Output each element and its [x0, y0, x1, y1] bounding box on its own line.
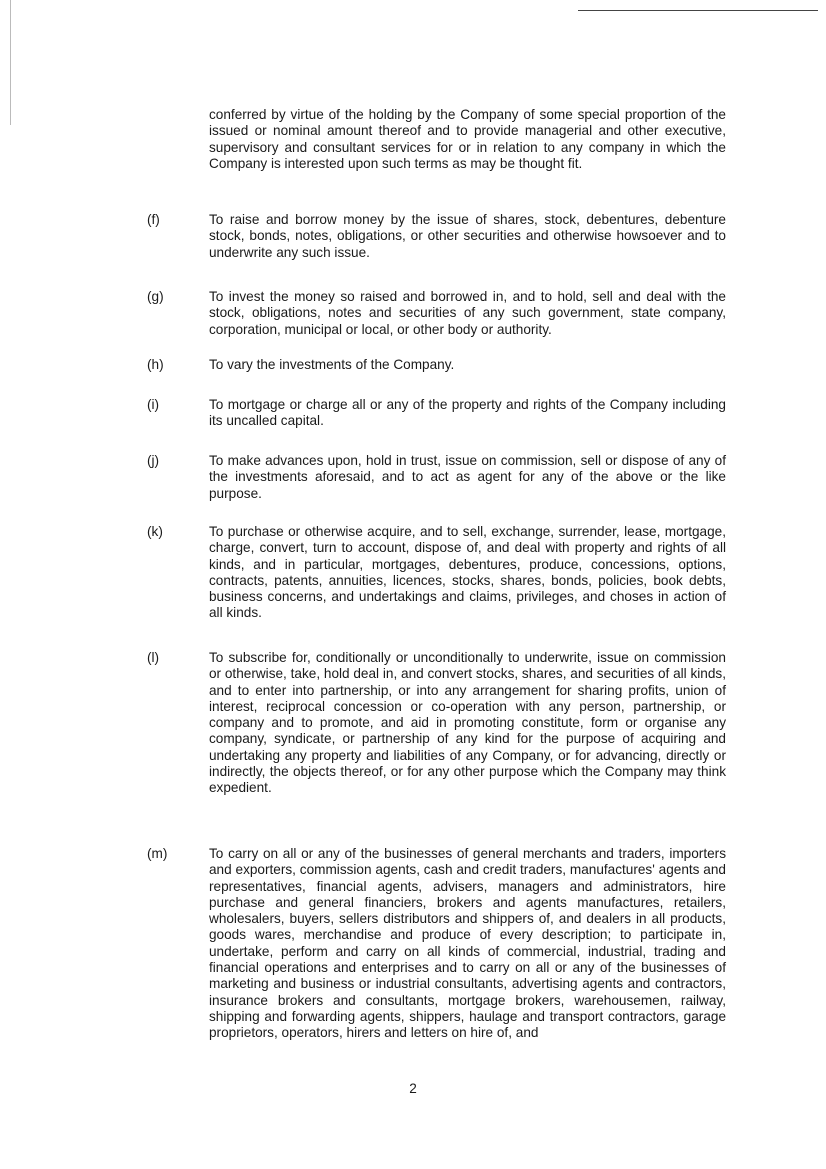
clause-text-j: To make advances upon, hold in trust, issue on commission, sell or dispose of any of the investments aforesaid, and to act as agent for any of the above or the like purpose. — [209, 453, 726, 501]
clause-label-i: (i) — [147, 397, 160, 412]
scan-edge-line-left — [10, 0, 11, 125]
clause-text-i: To mortgage or charge all or any of the property and rights of the Company including its uncalled capital. — [209, 397, 726, 429]
clause-text-l: To subscribe for, conditionally or unconditionally to underwrite, issue on commission or otherwise, take, hold deal in, and convert stocks, shares, and securities of all kinds, and to enter into partnership, or into any arrangement for sharing profits, union of interest, reciprocal concession or co-operation with any person, partnership, or company and to promote, and aid in promoting constitute, form or organise any company, syndicate, or partnership of any kind for the purpose of acquiring and undertaking any property and liabilities of any Company, or for advancing, directly or indirectly, the objects thereof, or for any other purpose which the Company may think expedient. — [209, 650, 726, 796]
clause-label-h: (h) — [147, 357, 164, 372]
scan-edge-line-top — [578, 10, 818, 11]
clause-label-f: (f) — [147, 212, 160, 227]
continuation-paragraph: conferred by virtue of the holding by the Company of some special proportion of the issued or nominal amount thereof and to provide managerial and other executive, supervisory and consultant services for or in relation to any company in which the Company is interested upon such terms as may be thought fit. — [209, 107, 726, 171]
clause-text-g: To invest the money so raised and borrowed in, and to hold, sell and deal with the stock, obligations, notes and securities of any such government, state company, corporation, municipal or local, or other body or authority. — [209, 289, 726, 337]
clause-text-k: To purchase or otherwise acquire, and to sell, exchange, surrender, lease, mortgage, charge, convert, turn to account, dispose of, and deal with property and rights of all kinds, and in particular, mortgages, debentures, produce, concessions, options, contracts, patents, annuities, licences, stocks, shares, bonds, policies, book debts, business concerns, and undertakings and claims, privileges, and choses in action of all kinds. — [209, 524, 726, 621]
clause-label-m: (m) — [147, 846, 168, 861]
clause-label-k: (k) — [147, 524, 163, 539]
clause-text-f: To raise and borrow money by the issue of shares, stock, debentures, debenture stock, bonds, notes, obligations, or other securities and otherwise howsoever and to underwrite any such issue. — [209, 212, 726, 260]
clause-label-g: (g) — [147, 289, 164, 304]
clause-label-j: (j) — [147, 453, 160, 468]
clause-text-h: To vary the investments of the Company. — [209, 357, 455, 372]
page-number: 2 — [409, 1081, 417, 1096]
clause-text-m: To carry on all or any of the businesses of general merchants and traders, importers and exporters, commission agents, cash and credit traders, manufactures' agents and representatives, financial agents, advisers, managers and administrators, hire purchase and general financiers, brokers and agents manufactures, retailers, wholesalers, buyers, sellers distributors and shippers of, and dealers in all products, goods wares, merchandise and produce of every description; to participate in, undertake, perform and carry on all kinds of commercial, industrial, trading and financial operations and enterprises and to carry on all or any of the businesses of marketing and business or industrial consultants, advertising agents and contractors, insurance brokers and consultants, mortgage brokers, warehousemen, railway, shipping and forwarding agents, shippers, haulage and transport contractors, garage proprietors, operators, hirers and letters on hire of, and — [209, 846, 726, 1041]
clause-label-l: (l) — [147, 650, 160, 665]
